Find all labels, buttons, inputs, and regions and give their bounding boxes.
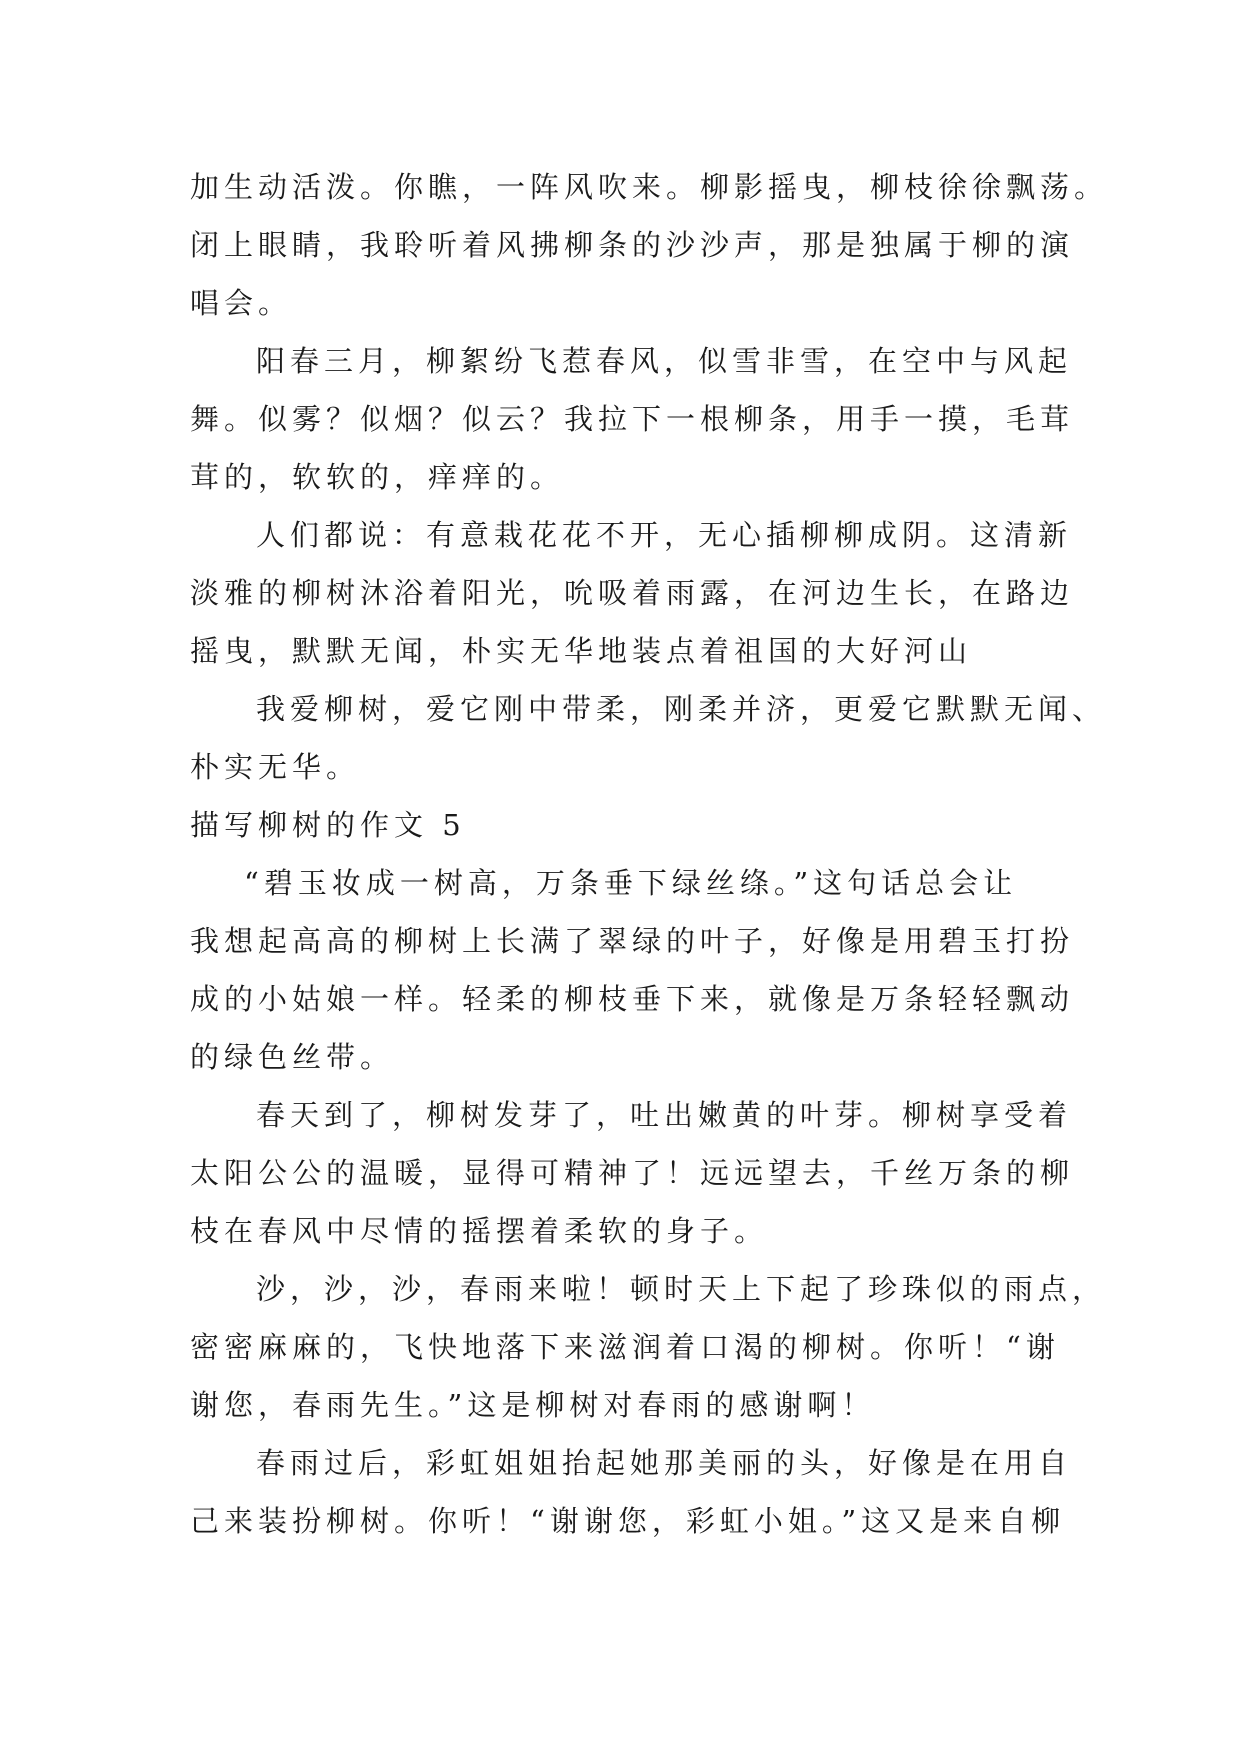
section-heading: 描写柳树的作文 5: [190, 808, 466, 842]
text-line: 我想起高高的柳树上长满了翠绿的叶子，好像是用碧玉打扮: [190, 924, 1075, 958]
text-line: 淡雅的柳树沐浴着阳光，吮吸着雨露，在河边生长，在路边: [190, 576, 1075, 610]
paragraph-start-line: 人们都说：有意栽花花不开，无心插柳柳成阴。这清新: [256, 518, 1073, 552]
text-line: 成的小姑娘一样。轻柔的柳枝垂下来，就像是万条轻轻飘动: [190, 982, 1075, 1016]
text-line: 舞。似雾？似烟？似云？我拉下一根柳条，用手一摸，毛茸: [190, 402, 1075, 436]
paragraph-start-line: 春雨过后，彩虹姐姐抬起她那美丽的头，好像是在用自: [256, 1446, 1073, 1480]
text-line: 摇曳，默默无闻，朴实无华地装点着祖国的大好河山: [190, 634, 973, 668]
text-line: 茸的，软软的，痒痒的。: [190, 460, 565, 494]
text-line: 枝在春风中尽情的摇摆着柔软的身子。: [190, 1214, 769, 1248]
essay-text: [190, 158, 1109, 1550]
text-line: 太阳公公的温暖，显得可精神了！远远望去，千丝万条的柳: [190, 1156, 1075, 1190]
text-line: 的绿色丝带。: [190, 1040, 395, 1074]
text-line: 朴实无华。: [190, 750, 361, 784]
text-line: 己来装扮柳树。你听！“谢谢您，彩虹小姐。”这又是来自柳: [190, 1504, 1066, 1538]
text-line: 闭上眼睛，我聆听着风拂柳条的沙沙声，那是独属于柳的演: [190, 228, 1075, 262]
paragraph-start-line: “碧玉妆成一树高，万条垂下绿丝绦。”这句话总会让: [244, 866, 1018, 900]
paragraph-start-line: 春天到了，柳树发芽了，吐出嫩黄的叶芽。柳树享受着: [256, 1098, 1073, 1132]
text-line: 谢您，春雨先生。”这是柳树对春雨的感谢啊！: [190, 1388, 876, 1422]
text-line: 加生动活泼。你瞧，一阵风吹来。柳影摇曳，柳枝徐徐飘荡。: [190, 170, 1109, 204]
paragraph-start-line: 阳春三月，柳絮纷飞惹春风，似雪非雪，在空中与风起: [256, 344, 1073, 378]
text-line: 唱会。: [190, 286, 293, 320]
text-line: 密密麻麻的，飞快地落下来滋润着口渴的柳树。你听！“谢: [190, 1330, 1060, 1364]
paragraph-start-line: 沙，沙，沙，春雨来啦！顿时天上下起了珍珠似的雨点，: [256, 1272, 1107, 1306]
paragraph-start-line: 我爱柳树，爱它刚中带柔，刚柔并济，更爱它默默无闻、: [256, 692, 1107, 726]
